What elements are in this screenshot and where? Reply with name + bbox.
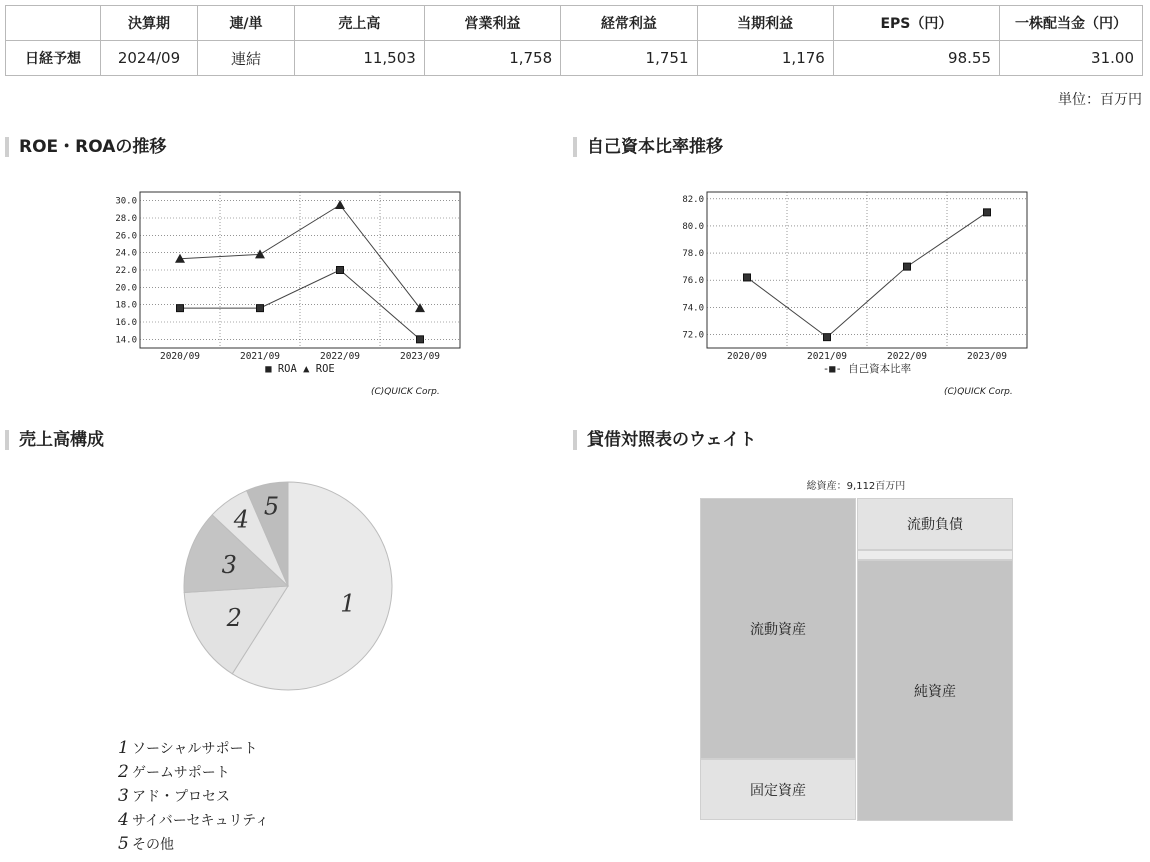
copyright-roe-roa: (C)QUICK Corp. [371, 387, 440, 397]
y-tick-label: 28.0 [115, 214, 137, 224]
y-tick-label: 80.0 [682, 221, 704, 232]
header-ordinary-profit: 経常利益 [561, 6, 697, 41]
table-row [6, 41, 1143, 76]
data-point-自己資本比率 [824, 334, 831, 341]
y-tick-label: 16.0 [115, 318, 137, 328]
liabilities-equity-block [857, 550, 1013, 560]
cell-operating-profit: 1,758 [424, 41, 560, 76]
sales-mix-legend [118, 737, 269, 857]
liabilities-equity-block: 純資産 [857, 560, 1013, 821]
data-point-自己資本比率 [904, 263, 911, 270]
copyright-equity-ratio: (C)QUICK Corp. [944, 387, 1013, 397]
y-tick-label: 18.0 [115, 300, 137, 311]
y-tick-label: 26.0 [115, 231, 137, 242]
chart-legend: ■ ROA ▲ ROE [265, 363, 335, 375]
y-tick-label: 78.0 [682, 249, 704, 260]
pie-slice-label: 5 [263, 492, 280, 521]
x-tick-label: 2020/09 [159, 351, 201, 362]
row-label: 日経予想 [6, 41, 101, 76]
pie-slice-label: 2 [226, 603, 242, 632]
header-dividend: 一株配当金（円） [1000, 6, 1143, 41]
cell-dividend: 31.00 [1000, 41, 1143, 76]
chart-legend: -■- 自己資本比率 [822, 363, 912, 375]
header-operating-profit: 営業利益 [424, 6, 560, 41]
legend-item: 5 その他 [118, 834, 174, 854]
data-point-自己資本比率 [744, 274, 751, 281]
x-tick-label: 2020/09 [726, 351, 768, 362]
section-title-sales-mix: 売上高構成 [5, 430, 104, 450]
cell-consolidation: 連結 [198, 41, 295, 76]
y-tick-label: 72.0 [682, 330, 704, 341]
forecast-table-header [6, 6, 1143, 41]
x-tick-label: 2023/09 [966, 351, 1008, 362]
header-net-profit: 当期利益 [697, 6, 833, 41]
x-tick-label: 2023/09 [399, 351, 441, 362]
total-assets-label: 総資産：9,112百万円 [806, 481, 906, 492]
header-consolidation: 連/単 [198, 6, 295, 41]
section-title-equity-ratio: 自己資本比率推移 [573, 137, 723, 157]
cell-sales: 11,503 [295, 41, 425, 76]
legend-item: 1 ソーシャルサポート [118, 738, 258, 758]
cell-period: 2024/09 [101, 41, 198, 76]
data-point-ROA [337, 267, 344, 274]
sales-mix-pie-chart [170, 478, 410, 698]
x-tick-label: 2022/09 [886, 351, 928, 362]
cell-eps: 98.55 [833, 41, 999, 76]
liabilities-equity-block: 流動負債 [857, 498, 1013, 550]
data-point-ROA [177, 305, 184, 312]
data-point-ROA [257, 305, 264, 312]
unit-label: 単位：百万円 [1058, 92, 1142, 108]
header-eps: EPS（円） [833, 6, 999, 41]
x-tick-label: 2021/09 [806, 351, 848, 362]
header-period: 決算期 [101, 6, 198, 41]
header-empty [6, 6, 101, 41]
x-tick-label: 2022/09 [319, 351, 361, 362]
y-tick-label: 24.0 [115, 248, 137, 259]
y-tick-label: 14.0 [115, 335, 137, 346]
legend-item: 3 アド・プロセス [118, 786, 230, 806]
legend-item: 2 ゲームサポート [118, 762, 230, 782]
y-tick-label: 82.0 [682, 194, 704, 205]
pie-slice-label: 4 [233, 505, 249, 534]
assets-block: 流動資産 [700, 498, 856, 759]
equity-ratio-chart [667, 186, 1037, 384]
forecast-table [5, 5, 1143, 76]
cell-net-profit: 1,176 [697, 41, 833, 76]
y-tick-label: 22.0 [115, 266, 137, 276]
pie-slice-label: 1 [340, 589, 356, 618]
roe-roa-chart [100, 186, 470, 384]
cell-ordinary-profit: 1,751 [561, 41, 697, 76]
section-title-balance-sheet: 貸借対照表のウェイト [573, 430, 756, 450]
data-point-ROA [417, 336, 424, 343]
legend-item: 4 サイバーセキュリティ [118, 810, 270, 830]
y-tick-label: 76.0 [682, 276, 704, 287]
section-title-roe-roa: ROE・ROAの推移 [5, 137, 166, 157]
x-tick-label: 2021/09 [239, 351, 281, 362]
data-point-自己資本比率 [984, 209, 991, 216]
pie-slice-label: 3 [221, 550, 237, 579]
y-tick-label: 30.0 [115, 196, 137, 207]
assets-block: 固定資産 [700, 759, 856, 820]
y-tick-label: 20.0 [115, 283, 137, 294]
y-tick-label: 74.0 [682, 303, 704, 314]
header-sales: 売上高 [295, 6, 425, 41]
